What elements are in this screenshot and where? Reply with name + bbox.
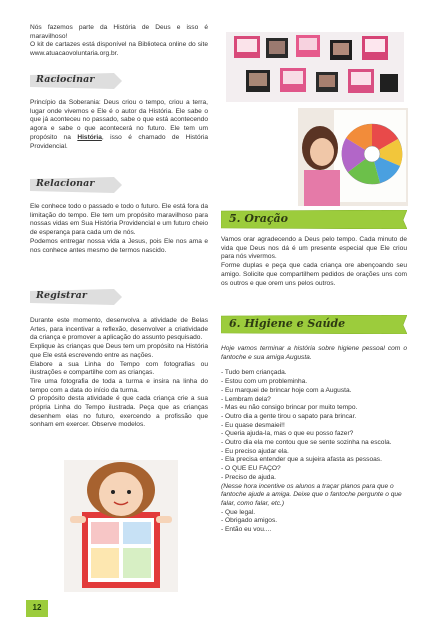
- historia-link: História: [77, 133, 102, 141]
- dialogue-line: - Eu preciso ajudar ela.: [221, 447, 289, 455]
- dialogue-line: - Eu quase desmaiei!!: [221, 421, 285, 429]
- dialogue-line: - Então eu vou....: [221, 526, 272, 534]
- oracao-block: [221, 236, 407, 288]
- dialogue-line: - Que legal.: [221, 508, 256, 516]
- dialogue-line: - Ela precisa entender que a sujeira afasta as pessoas.: [221, 456, 382, 464]
- page-number: 12: [32, 603, 42, 612]
- page-number-badge: [26, 600, 48, 617]
- dialogue-line: - Preciso de ajuda.: [221, 473, 276, 481]
- oracao-title: 5. Oração: [229, 212, 288, 225]
- raciocinar-block: [30, 99, 208, 151]
- dialogue-line: - Lembram dela?: [221, 395, 271, 403]
- intro-block: [30, 24, 208, 59]
- raciocinar-text: Princípio da Soberania: Deus criou o tempo, criou a terra, lugar onde vivemos e Ele é o autor da História. Ele sabe o que já aconteceu no passado, sabe o que está acontecendo agora e sabe o que acontecerá no futuro. Ele tem um propósito na História, isso é chamado de História Providencial.: [30, 99, 209, 150]
- dialogue-line: - Outro dia ela me contou que se sente sozinha na escola.: [221, 439, 392, 447]
- registrar-p3: Elabore a sua Linha do Tempo com fotografias ou ilustrações e compartilhe com as crianças.: [30, 360, 208, 377]
- puppet-dialogue: [221, 369, 407, 534]
- intro-line-2: O kit de cartazes está disponível na Biblioteca online do site www.atuacaovoluntaria.org.br.: [30, 41, 208, 58]
- timeline-posters-photo: [226, 32, 404, 102]
- registrar-p4: Tire uma fotografia de toda a turma e insira na linha do tempo com a data do início da turma.: [30, 377, 208, 394]
- dialogue-line: - O QUE EU FAÇO?: [221, 465, 281, 473]
- registrar-title: Registrar: [36, 290, 87, 301]
- oracao-p2: Forme duplas e peça que cada criança ore abençoando seu amigo. Solicite que compartilhem pedidos de orações uns com os outros e que orem uns pelos outros.: [221, 262, 407, 287]
- dialogue-line: (Nesse hora incentive os alunos a traçar planos para que o fantoche ajude a amiga. Deixe que o fantoche pergunte o que falar, como falar, etc.): [221, 482, 402, 507]
- relacionar-title: Relacionar: [36, 178, 95, 189]
- intro-line-1: Nós fazemos parte da História de Deus e isso é maravilhoso!: [30, 24, 208, 40]
- oracao-p1: Vamos orar agradecendo a Deus pelo tempo. Cada minuto de vida que Deus nos dá é um presente especial que Ele criou para nós vivermos.: [221, 236, 407, 261]
- relacionar-header: [30, 177, 122, 193]
- registrar-header: [30, 289, 122, 305]
- higiene-block: [221, 345, 407, 535]
- registrar-p1: Durante este momento, desenvolva a atividade de Belas Artes, para incentivar a reflexão, desenvolver a criatividade da criança e promover a aplicação do assunto pesquisado.: [30, 317, 208, 342]
- dialogue-line: - Eu marquei de brincar hoje com a Augusta.: [221, 386, 352, 394]
- higiene-title: 6. Higiene e Saúde: [229, 317, 346, 330]
- raciocinar-header: [30, 73, 122, 89]
- raciocinar-title: Raciocinar: [36, 74, 95, 85]
- registrar-p2: Explique às crianças que Deus tem um propósito na História que Ele está escrevendo entre as nações.: [30, 343, 208, 359]
- dialogue-line: - Tudo bem criançada.: [221, 369, 287, 377]
- relacionar-p2: Podemos entregar nossa vida a Jesus, pois Ele nos ama e nos conhece antes mesmo de termos nascido.: [30, 237, 208, 254]
- oracao-banner: [221, 210, 407, 229]
- registrar-p5: O propósito desta atividade é que cada criança crie a sua própria Linha do Tempo ilustrada. Peça que as crianças desenhem elas no futuro, exercendo a profissão que sonham em exercer. Observe modelos.: [30, 395, 208, 429]
- higiene-intro: Hoje vamos terminar a história sobre higiene pessoal com o fantoche e sua amiga Augusta.: [221, 345, 407, 361]
- registrar-block: [30, 317, 208, 430]
- dialogue-line: - Estou com um probleminha.: [221, 378, 308, 386]
- craft-timeline-photo: [64, 460, 178, 592]
- relacionar-p1: Ele conhece todo o passado e todo o futuro. Ele está fora da limitação do tempo. Ele tem um propósito maravilhoso para nossas vidas em Sua História Providencial e um futuro cheio de esperança para cada um de nós.: [30, 203, 208, 237]
- dialogue-line: - Outro dia a gente tirou o sapato para brincar.: [221, 412, 357, 420]
- higiene-banner: [221, 315, 407, 334]
- dialogue-line: - Obrigado amigos.: [221, 517, 278, 525]
- dialogue-line: - Mas eu não consigo brincar por muito tempo.: [221, 404, 358, 412]
- relacionar-block: [30, 203, 208, 255]
- dialogue-line: - Queria ajuda-la, mas o que eu posso fazer?: [221, 430, 354, 438]
- girl-with-chart-photo: [298, 108, 408, 206]
